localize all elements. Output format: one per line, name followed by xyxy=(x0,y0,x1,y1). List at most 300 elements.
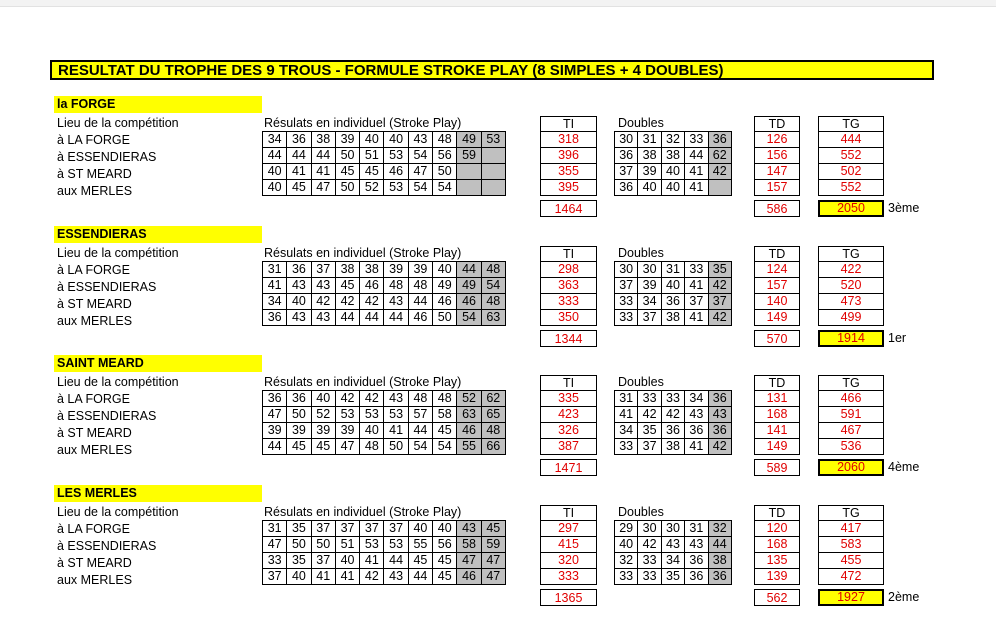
table-row xyxy=(819,537,884,553)
venue-label: à ST MEARD xyxy=(57,167,132,181)
venue-label: aux MERLES xyxy=(57,314,133,328)
table-row xyxy=(819,391,884,407)
score-cell: 54 xyxy=(481,278,505,294)
ti-cell: 415 xyxy=(541,537,597,553)
ti-header: TI xyxy=(540,505,597,520)
doubles-cell: 40 xyxy=(661,164,684,180)
table-row xyxy=(541,391,597,407)
total-td: 562 xyxy=(754,589,800,606)
doubles-cell: 29 xyxy=(615,521,638,537)
score-cell: 41 xyxy=(384,423,408,439)
score-cell: 36 xyxy=(263,310,287,326)
table-row xyxy=(541,148,597,164)
score-cell: 44 xyxy=(408,423,432,439)
table-row xyxy=(263,521,506,537)
score-cell: 50 xyxy=(287,537,311,553)
doubles-cell: 42 xyxy=(708,439,731,455)
score-cell: 46 xyxy=(384,164,408,180)
table-row xyxy=(541,164,597,180)
table-row xyxy=(819,439,884,455)
venue-header: Lieu de la compétition xyxy=(57,116,179,130)
score-cell: 40 xyxy=(263,180,287,196)
table-row xyxy=(755,164,800,180)
score-cell: 44 xyxy=(335,310,359,326)
doubles-cell: 30 xyxy=(661,521,684,537)
score-cell: 63 xyxy=(481,310,505,326)
table-row xyxy=(263,148,506,164)
score-cell: 50 xyxy=(287,407,311,423)
ti-cell: 350 xyxy=(541,310,597,326)
doubles-scores-table xyxy=(614,390,732,455)
score-cell: 42 xyxy=(335,391,359,407)
score-cell: 43 xyxy=(408,132,432,148)
doubles-cell: 36 xyxy=(615,180,638,196)
score-cell: 45 xyxy=(408,553,432,569)
total-tg: 1927 xyxy=(818,589,884,606)
table-row xyxy=(541,537,597,553)
score-cell: 49 xyxy=(457,278,481,294)
venue-label: à LA FORGE xyxy=(57,263,130,277)
ti-cell: 318 xyxy=(541,132,597,148)
table-row xyxy=(541,132,597,148)
tg-header: TG xyxy=(818,246,884,261)
doubles-cell: 38 xyxy=(661,439,684,455)
score-cell: 40 xyxy=(360,132,384,148)
score-cell: 31 xyxy=(263,262,287,278)
score-cell: 48 xyxy=(360,439,384,455)
score-cell: 43 xyxy=(457,521,481,537)
ti-cell: 387 xyxy=(541,439,597,455)
doubles-cell: 33 xyxy=(685,132,708,148)
score-cell: 37 xyxy=(311,553,335,569)
doubles-cell: 31 xyxy=(615,391,638,407)
doubles-cell: 38 xyxy=(708,553,731,569)
doubles-cell: 36 xyxy=(661,423,684,439)
tg-column xyxy=(818,131,884,196)
table-row xyxy=(263,439,506,455)
table-row xyxy=(819,148,884,164)
doubles-cell: 38 xyxy=(661,148,684,164)
score-cell: 41 xyxy=(335,569,359,585)
club-name: LES MERLES xyxy=(54,485,262,502)
doubles-cell: 40 xyxy=(661,180,684,196)
score-cell: 44 xyxy=(360,310,384,326)
doubles-cell: 41 xyxy=(685,164,708,180)
score-cell: 45 xyxy=(287,180,311,196)
doubles-cell: 35 xyxy=(661,569,684,585)
tg-cell: 473 xyxy=(819,294,884,310)
doubles-cell: 37 xyxy=(708,294,731,310)
td-column xyxy=(754,390,800,455)
doubles-cell: 44 xyxy=(685,148,708,164)
doubles-cell: 40 xyxy=(638,180,661,196)
ti-cell: 395 xyxy=(541,180,597,196)
td-header: TD xyxy=(754,375,800,390)
doubles-cell: 37 xyxy=(615,164,638,180)
total-tg: 1914 xyxy=(818,330,884,347)
score-cell: 43 xyxy=(311,310,335,326)
doubles-cell: 37 xyxy=(615,278,638,294)
score-cell: 44 xyxy=(408,294,432,310)
table-row xyxy=(541,310,597,326)
score-cell: 57 xyxy=(408,407,432,423)
ti-cell: 423 xyxy=(541,407,597,423)
doubles-cell: 33 xyxy=(685,262,708,278)
venue-header: Lieu de la compétition xyxy=(57,246,179,260)
individual-header: Résulats en individuel (Stroke Play) xyxy=(264,375,462,389)
table-row xyxy=(541,407,597,423)
ti-cell: 335 xyxy=(541,391,597,407)
table-row xyxy=(819,407,884,423)
tg-column xyxy=(818,520,884,585)
table-row xyxy=(819,569,884,585)
club-name: SAINT MEARD xyxy=(54,355,262,372)
table-row xyxy=(615,537,732,553)
score-cell: 55 xyxy=(408,537,432,553)
table-row xyxy=(263,407,506,423)
table-row xyxy=(819,294,884,310)
score-cell: 45 xyxy=(481,521,505,537)
table-row xyxy=(819,521,884,537)
doubles-cell: 33 xyxy=(615,294,638,310)
doubles-cell: 32 xyxy=(708,521,731,537)
table-row xyxy=(263,569,506,585)
score-cell: 50 xyxy=(335,148,359,164)
table-row xyxy=(615,294,732,310)
venue-header: Lieu de la compétition xyxy=(57,375,179,389)
venue-label: aux MERLES xyxy=(57,184,133,198)
score-cell: 36 xyxy=(263,391,287,407)
td-cell: 124 xyxy=(755,262,800,278)
doubles-scores-table xyxy=(614,131,732,196)
score-cell: 48 xyxy=(408,391,432,407)
table-row xyxy=(615,407,732,423)
table-row xyxy=(263,278,506,294)
score-cell xyxy=(481,180,505,196)
table-row xyxy=(541,262,597,278)
page-title: RESULTAT DU TROPHE DES 9 TROUS - FORMULE STROKE PLAY (8 SIMPLES + 4 DOUBLES) xyxy=(50,60,934,80)
table-row xyxy=(541,294,597,310)
doubles-cell: 43 xyxy=(685,537,708,553)
score-cell: 45 xyxy=(433,423,457,439)
tg-cell: 472 xyxy=(819,569,884,585)
score-cell: 42 xyxy=(335,294,359,310)
doubles-cell: 41 xyxy=(685,180,708,196)
doubles-cell: 34 xyxy=(685,391,708,407)
score-cell: 42 xyxy=(360,569,384,585)
score-cell: 39 xyxy=(335,132,359,148)
score-cell: 54 xyxy=(408,148,432,164)
score-cell: 39 xyxy=(287,423,311,439)
table-row xyxy=(755,310,800,326)
table-row xyxy=(263,310,506,326)
score-cell: 43 xyxy=(311,278,335,294)
score-cell: 55 xyxy=(457,439,481,455)
table-row xyxy=(755,423,800,439)
tg-header: TG xyxy=(818,375,884,390)
score-cell: 36 xyxy=(287,132,311,148)
score-cell xyxy=(481,164,505,180)
doubles-cell: 42 xyxy=(638,407,661,423)
td-column xyxy=(754,261,800,326)
score-cell: 40 xyxy=(433,262,457,278)
doubles-cell: 33 xyxy=(615,569,638,585)
tg-header: TG xyxy=(818,505,884,520)
score-cell: 44 xyxy=(384,310,408,326)
score-cell: 43 xyxy=(384,294,408,310)
venue-label: à ESSENDIERAS xyxy=(57,150,157,164)
rank-label: 4ème xyxy=(888,460,920,474)
doubles-cell: 36 xyxy=(685,569,708,585)
total-tg: 2060 xyxy=(818,459,884,476)
score-cell: 37 xyxy=(335,521,359,537)
score-cell: 48 xyxy=(384,278,408,294)
td-cell: 126 xyxy=(755,132,800,148)
doubles-cell: 34 xyxy=(615,423,638,439)
table-row xyxy=(615,423,732,439)
score-cell: 47 xyxy=(481,553,505,569)
score-cell: 50 xyxy=(433,310,457,326)
doubles-cell: 33 xyxy=(615,310,638,326)
table-row xyxy=(819,423,884,439)
table-row xyxy=(615,521,732,537)
score-cell: 39 xyxy=(311,423,335,439)
score-cell: 44 xyxy=(287,148,311,164)
score-cell: 53 xyxy=(384,148,408,164)
score-cell: 50 xyxy=(335,180,359,196)
score-cell: 46 xyxy=(457,294,481,310)
td-cell: 147 xyxy=(755,164,800,180)
score-cell: 35 xyxy=(287,521,311,537)
score-cell: 65 xyxy=(481,407,505,423)
table-row xyxy=(819,310,884,326)
venue-label: à ESSENDIERAS xyxy=(57,539,157,553)
score-cell: 48 xyxy=(481,294,505,310)
td-cell: 168 xyxy=(755,537,800,553)
score-cell: 43 xyxy=(384,391,408,407)
ti-cell: 355 xyxy=(541,164,597,180)
score-cell: 49 xyxy=(433,278,457,294)
score-cell: 40 xyxy=(263,164,287,180)
table-row xyxy=(755,132,800,148)
doubles-cell: 42 xyxy=(708,310,731,326)
doubles-cell: 33 xyxy=(638,569,661,585)
score-cell: 42 xyxy=(360,294,384,310)
club-section xyxy=(0,226,996,351)
td-header: TD xyxy=(754,116,800,131)
score-cell: 62 xyxy=(481,391,505,407)
doubles-cell: 34 xyxy=(661,553,684,569)
td-cell: 149 xyxy=(755,310,800,326)
score-cell: 48 xyxy=(481,262,505,278)
doubles-cell: 34 xyxy=(638,294,661,310)
score-cell: 42 xyxy=(360,391,384,407)
doubles-cell: 30 xyxy=(615,262,638,278)
ti-cell: 363 xyxy=(541,278,597,294)
score-cell: 40 xyxy=(433,521,457,537)
score-cell: 44 xyxy=(263,439,287,455)
score-cell: 58 xyxy=(457,537,481,553)
score-cell: 53 xyxy=(384,180,408,196)
score-cell: 45 xyxy=(335,278,359,294)
table-row xyxy=(755,521,800,537)
individual-scores-table xyxy=(262,390,506,455)
ti-column xyxy=(540,390,597,455)
score-cell: 63 xyxy=(457,407,481,423)
table-row xyxy=(755,439,800,455)
ti-cell: 297 xyxy=(541,521,597,537)
tg-cell: 466 xyxy=(819,391,884,407)
score-cell: 39 xyxy=(408,262,432,278)
td-cell: 157 xyxy=(755,180,800,196)
score-cell: 40 xyxy=(311,391,335,407)
table-row xyxy=(755,262,800,278)
table-row xyxy=(615,262,732,278)
doubles-cell: 36 xyxy=(708,569,731,585)
ti-cell: 320 xyxy=(541,553,597,569)
score-cell: 56 xyxy=(433,537,457,553)
score-cell: 40 xyxy=(287,294,311,310)
club-section xyxy=(0,355,996,480)
score-cell: 53 xyxy=(360,537,384,553)
score-cell: 31 xyxy=(263,521,287,537)
score-cell: 45 xyxy=(433,553,457,569)
club-section xyxy=(0,96,996,221)
score-cell: 40 xyxy=(408,521,432,537)
venue-label: aux MERLES xyxy=(57,573,133,587)
score-cell: 47 xyxy=(335,439,359,455)
score-cell: 47 xyxy=(263,407,287,423)
ti-column xyxy=(540,131,597,196)
tg-cell: 583 xyxy=(819,537,884,553)
doubles-cell: 30 xyxy=(638,262,661,278)
score-cell: 48 xyxy=(433,132,457,148)
td-cell: 131 xyxy=(755,391,800,407)
score-cell: 41 xyxy=(311,569,335,585)
score-cell: 41 xyxy=(287,164,311,180)
tg-cell: 502 xyxy=(819,164,884,180)
table-row xyxy=(541,423,597,439)
table-row xyxy=(755,278,800,294)
table-row xyxy=(755,553,800,569)
doubles-cell: 41 xyxy=(615,407,638,423)
doubles-cell: 42 xyxy=(708,164,731,180)
score-cell: 35 xyxy=(287,553,311,569)
score-cell: 44 xyxy=(311,148,335,164)
table-row xyxy=(819,164,884,180)
doubles-header: Doubles xyxy=(618,375,664,389)
doubles-cell: 39 xyxy=(638,164,661,180)
ti-column xyxy=(540,520,597,585)
table-row xyxy=(263,132,506,148)
td-header: TD xyxy=(754,505,800,520)
score-cell: 44 xyxy=(384,553,408,569)
table-row xyxy=(615,439,732,455)
td-cell: 157 xyxy=(755,278,800,294)
doubles-cell: 37 xyxy=(638,310,661,326)
score-cell: 46 xyxy=(457,569,481,585)
ti-cell: 396 xyxy=(541,148,597,164)
td-cell: 139 xyxy=(755,569,800,585)
score-cell: 49 xyxy=(457,132,481,148)
doubles-cell: 31 xyxy=(661,262,684,278)
table-row xyxy=(263,423,506,439)
doubles-cell: 36 xyxy=(685,553,708,569)
score-cell: 36 xyxy=(287,262,311,278)
doubles-cell: 41 xyxy=(685,278,708,294)
score-cell: 59 xyxy=(481,537,505,553)
tg-cell: 444 xyxy=(819,132,884,148)
individual-scores-table xyxy=(262,131,506,196)
venue-label: à LA FORGE xyxy=(57,392,130,406)
venue-label: à ST MEARD xyxy=(57,556,132,570)
table-row xyxy=(819,180,884,196)
doubles-scores-table xyxy=(614,520,732,585)
total-td: 586 xyxy=(754,200,800,217)
score-cell: 34 xyxy=(263,132,287,148)
score-cell: 53 xyxy=(360,407,384,423)
doubles-cell: 30 xyxy=(615,132,638,148)
doubles-cell: 37 xyxy=(638,439,661,455)
individual-header: Résulats en individuel (Stroke Play) xyxy=(264,246,462,260)
doubles-cell: 41 xyxy=(685,439,708,455)
score-cell: 41 xyxy=(360,553,384,569)
table-row xyxy=(755,180,800,196)
table-row xyxy=(263,164,506,180)
score-cell: 46 xyxy=(457,423,481,439)
score-cell: 44 xyxy=(408,569,432,585)
score-cell: 47 xyxy=(408,164,432,180)
score-cell: 43 xyxy=(287,278,311,294)
doubles-cell: 44 xyxy=(708,537,731,553)
table-row xyxy=(541,553,597,569)
doubles-cell: 40 xyxy=(661,278,684,294)
table-row xyxy=(755,537,800,553)
table-row xyxy=(263,553,506,569)
total-ti: 1344 xyxy=(540,330,597,347)
score-cell: 39 xyxy=(384,262,408,278)
score-cell: 54 xyxy=(457,310,481,326)
score-cell: 58 xyxy=(433,407,457,423)
total-ti: 1471 xyxy=(540,459,597,476)
table-row xyxy=(615,180,732,196)
doubles-cell: 43 xyxy=(685,407,708,423)
table-row xyxy=(819,553,884,569)
tg-cell: 552 xyxy=(819,148,884,164)
score-cell: 44 xyxy=(263,148,287,164)
score-cell: 40 xyxy=(335,553,359,569)
score-cell: 54 xyxy=(408,180,432,196)
score-cell xyxy=(481,148,505,164)
score-cell: 45 xyxy=(433,569,457,585)
doubles-cell: 42 xyxy=(638,537,661,553)
score-cell: 42 xyxy=(311,294,335,310)
score-cell: 41 xyxy=(263,278,287,294)
doubles-cell: 42 xyxy=(708,278,731,294)
score-cell: 59 xyxy=(457,148,481,164)
ti-column xyxy=(540,261,597,326)
total-ti: 1365 xyxy=(540,589,597,606)
club-name: ESSENDIERAS xyxy=(54,226,262,243)
venue-label: à ESSENDIERAS xyxy=(57,280,157,294)
doubles-cell: 38 xyxy=(661,310,684,326)
tg-cell: 467 xyxy=(819,423,884,439)
table-row xyxy=(819,278,884,294)
venue-label: à ST MEARD xyxy=(57,297,132,311)
score-cell: 53 xyxy=(384,537,408,553)
score-cell: 45 xyxy=(311,439,335,455)
individual-header: Résulats en individuel (Stroke Play) xyxy=(264,116,462,130)
